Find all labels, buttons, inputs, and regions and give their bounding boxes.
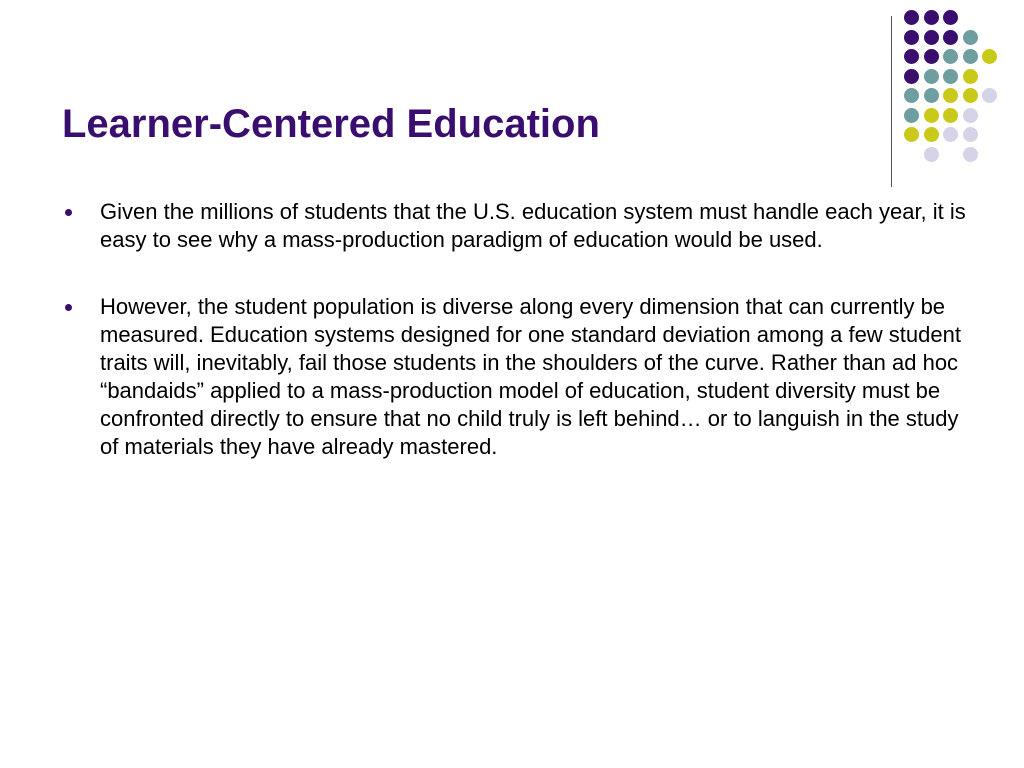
decorative-dot — [982, 49, 997, 64]
decorative-dot — [963, 49, 978, 64]
decorative-dot — [963, 147, 978, 162]
decorative-dot — [943, 69, 958, 84]
decorative-dot — [924, 108, 939, 123]
decorative-dot — [924, 10, 939, 25]
bullet-dot-icon — [65, 209, 72, 216]
decorative-dot — [904, 69, 919, 84]
bullet-item — [62, 293, 967, 461]
decorative-dot — [904, 127, 919, 142]
bullet-item — [62, 198, 967, 254]
bullet-text: Given the millions of students that the U.S. education system must handle each year, it is easy to see why a mass-production paradigm of education would be used. — [100, 199, 966, 252]
decorative-dot — [943, 30, 958, 45]
slide-title: Learner-Centered Education — [62, 102, 600, 146]
decorative-dot — [904, 88, 919, 103]
decorative-dot — [982, 88, 997, 103]
decorative-dot — [904, 30, 919, 45]
bullet-dot-icon — [65, 304, 72, 311]
decorative-dot — [943, 127, 958, 142]
decorative-dot — [924, 88, 939, 103]
decorative-dot — [924, 49, 939, 64]
bullet-list — [62, 198, 967, 500]
decorative-dot — [963, 88, 978, 103]
title-divider-line — [891, 16, 892, 187]
decorative-dot — [924, 30, 939, 45]
decorative-dot — [924, 69, 939, 84]
decorative-dot — [924, 147, 939, 162]
decorative-dot — [943, 49, 958, 64]
decorative-dot-grid — [904, 10, 1010, 170]
decorative-dot — [943, 108, 958, 123]
decorative-dot — [963, 127, 978, 142]
decorative-dot — [904, 108, 919, 123]
decorative-dot — [924, 127, 939, 142]
decorative-dot — [904, 10, 919, 25]
decorative-dot — [943, 88, 958, 103]
decorative-dot — [963, 30, 978, 45]
decorative-dot — [963, 108, 978, 123]
decorative-dot — [904, 49, 919, 64]
decorative-dot — [963, 69, 978, 84]
bullet-text: However, the student population is diverse along every dimension that can currently be measured. Education systems designed for one standard deviation among a few student traits will, inevitably, fail those students in the shoulders of the curve. Rather than ad hoc “bandaids” applied to a mass-production model of education, student diversity must be confronted directly to ensure that no child truly is left behind… or to languish in the study of materials they have already mastered. — [100, 294, 961, 459]
decorative-dot — [943, 10, 958, 25]
